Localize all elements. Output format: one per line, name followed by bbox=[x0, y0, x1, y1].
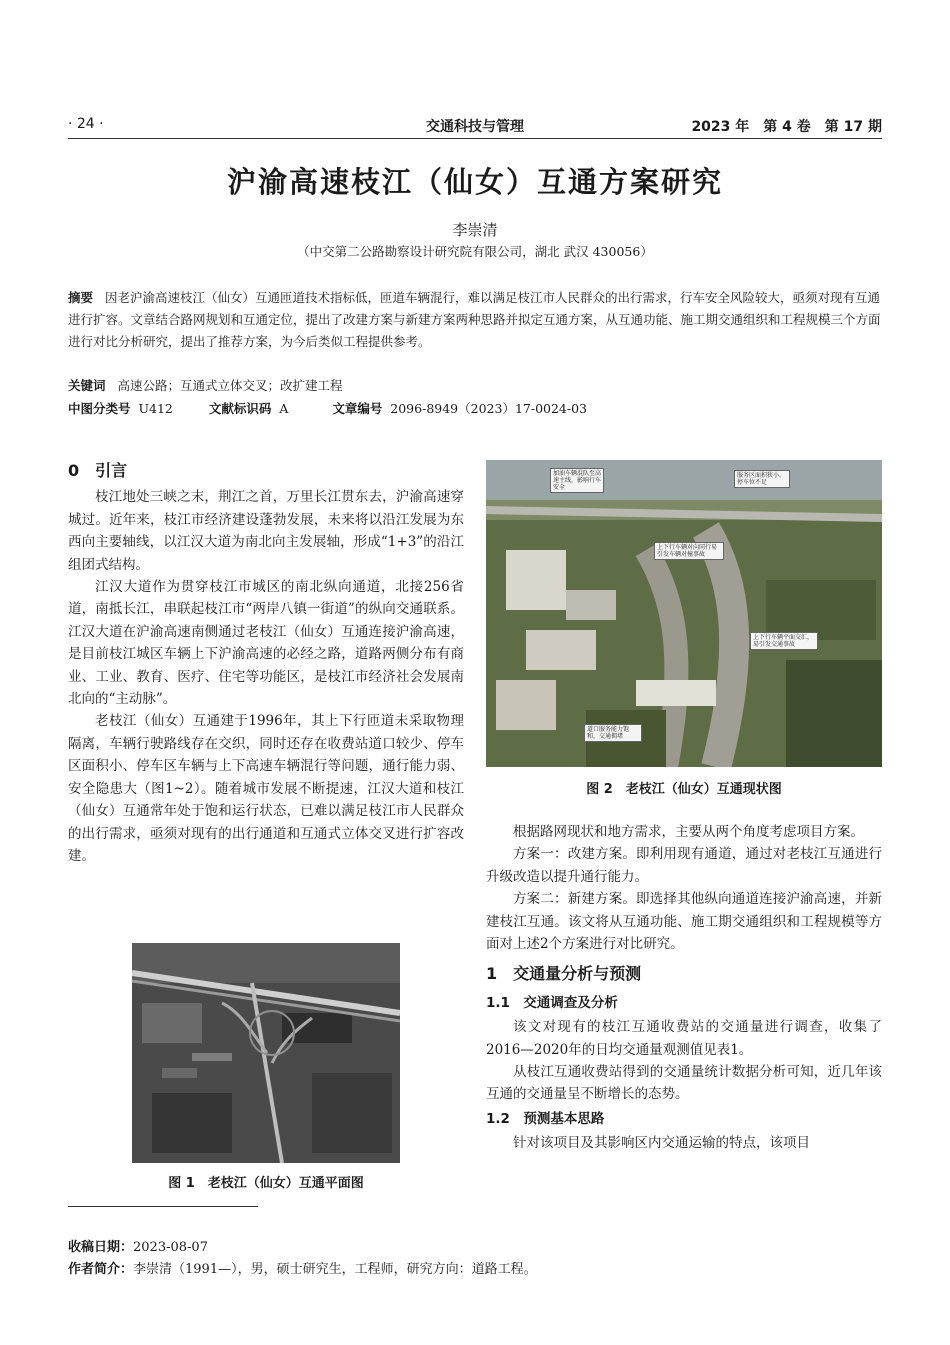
section-1-2-heading: 1.2 预测基本思路 bbox=[486, 1110, 605, 1127]
section-1-heading: 1 交通量分析与预测 bbox=[486, 964, 642, 984]
trend-paragraph: 从枝江互通收费站得到的交通量统计数据分析可知，近几年该互通的交通量呈不断增长的态势。 bbox=[486, 1064, 882, 1103]
clc-value: U412 bbox=[138, 401, 173, 416]
scheme-one: 方案一：改建方案。即利用现有通道，通过对老枝江互通进行升级改造以提升通行能力。 bbox=[486, 846, 882, 885]
clc-label: 中图分类号 bbox=[68, 401, 131, 416]
figure-2-caption: 图 2 老枝江（仙女）互通现状图 bbox=[586, 782, 782, 797]
fig2-label-4: 上下行车辆平面交汇，易引发交通事故 bbox=[750, 632, 818, 650]
journal-name: 交通科技与管理 bbox=[426, 119, 524, 135]
classification-line bbox=[68, 398, 882, 420]
right-column bbox=[486, 821, 882, 1155]
affiliation: （中交第二公路勘察设计研究院有限公司，湖北 武汉 430056） bbox=[297, 244, 653, 259]
aerial-photo-graphic bbox=[486, 460, 882, 767]
intro-paragraph-3: 老枝江（仙女）互通建于1996年，其上下行匝道未采取物理隔离，车辆行驶路线存在交织，同时还存在收费站道口较少、停车区面积小、停车区车辆与上下高速车辆混行等问题，通行能力弱、安全隐患大（图1~2）。随着城市发展不断提速，江汉大道和枝江（仙女）互通常年处于饱和运行状态，已难以满足枝江市人民群众的出行需求，亟须对现有的出行通道和互通式立体交叉进行扩容改建。 bbox=[68, 713, 464, 864]
doc-code-value: A bbox=[279, 401, 289, 416]
abstract bbox=[68, 287, 882, 353]
section-0-heading: 0 引言 bbox=[68, 461, 128, 480]
left-column bbox=[68, 460, 464, 867]
aerial-plan-graphic bbox=[132, 943, 400, 1163]
doc-code-label: 文献标识码 bbox=[208, 401, 272, 416]
issue-info: 2023 年 第 4 卷 第 17 期 bbox=[691, 119, 882, 135]
scheme-intro: 根据路网现状和地方需求，主要从两个角度考虑项目方案。 bbox=[513, 824, 864, 840]
paper-title: 沪渝高速枝江（仙女）互通方案研究 bbox=[226, 165, 723, 199]
bio-text: 李崇清（1991—），男，硕士研究生，工程师，研究方向：道路工程。 bbox=[133, 1262, 537, 1277]
page-number: · 24 · bbox=[68, 116, 104, 132]
author-bio bbox=[68, 1258, 537, 1277]
fig2-label-1: 加油车辆混队至高速主线，影响行车安全 bbox=[550, 468, 604, 493]
intro-paragraph-1: 枝江地处三峡之末，荆江之首，万里长江贯东去，沪渝高速穿城过。近年来，枝江市经济建设蓬勃发展，未来将以沿江发展为东西向主要轴线，以江汉大道为南北向主发展轴，形成“1+3”的沿江组团式结构。 bbox=[68, 489, 464, 573]
survey-paragraph: 该文对现有的枝江互通收费站的交通量进行调查，收集了2016—2020年的日均交通量观测值见表1。 bbox=[486, 1019, 882, 1058]
bio-label: 作者简介： bbox=[68, 1262, 134, 1277]
footnote-rule bbox=[68, 1206, 258, 1207]
scheme-two: 方案二：新建方案。即选择其他纵向通道连接沪渝高速，并新建枝江互通。该文将从互通功能、施工期交通组织和工程规模等方面对上述2个方案进行对比研究。 bbox=[486, 891, 882, 953]
keywords bbox=[68, 375, 882, 397]
keywords-text: 高速公路；互通式立体交叉；改扩建工程 bbox=[117, 378, 343, 393]
keywords-label: 关键词 bbox=[68, 378, 106, 393]
fig2-label-3: 上下行车辆对向同行易引发车辆对撞事故 bbox=[654, 542, 724, 560]
abstract-text: 因老沪渝高速枝江（仙女）互通匝道技术指标低，匝道车辆混行，难以满足枝江市人民群众的出行需求，行车安全风险较大，亟须对现有互通进行扩容。文章结合路网规划和互通定位，提出了改建方案与新建方案两种思路并拟定互通方案，从互通功能、施工期交通组织和工程规模三个方面进行对比分析研究，提出了推荐方案，为今后类似工程提供参考。 bbox=[68, 290, 881, 349]
received-value: 2023-08-07 bbox=[133, 1240, 208, 1255]
article-no-value: 2096-8949（2023）17-0024-03 bbox=[390, 401, 588, 416]
figure-2-image bbox=[486, 460, 882, 767]
figure-1-image bbox=[132, 943, 400, 1163]
fig2-label-5: 道口服务能力饱和，交通拥堵 bbox=[584, 724, 642, 742]
section-1-1-heading: 1.1 交通调查及分析 bbox=[486, 994, 618, 1011]
article-no-label: 文章编号 bbox=[332, 401, 383, 416]
forecast-paragraph: 针对该项目及其影响区内交通运输的特点，该项目 bbox=[513, 1135, 810, 1152]
fig2-label-2: 服务区面积狭小，停车位不足 bbox=[734, 470, 790, 488]
figure-1-caption: 图 1 老枝江（仙女）互通平面图 bbox=[168, 1176, 364, 1191]
header-rule bbox=[68, 138, 882, 139]
intro-paragraph-2: 江汉大道作为贯穿枝江市城区的南北纵向通道，北接256省道，南抵长江，串联起枝江市“两岸八镇一街道”的纵向交通联系。江汉大道在沪渝高速南侧通过老枝江（仙女）互通连接沪渝高速，是目前枝江城区车辆上下沪渝高速的必经之路，道路两侧分布有商业、工业、教育、医疗、住宅等功能区，是枝江市经济社会发展南北向的“主动脉”。 bbox=[68, 579, 464, 708]
author-name: 李崇清 bbox=[452, 221, 498, 239]
received-label: 收稿日期： bbox=[68, 1240, 134, 1255]
received-date bbox=[68, 1236, 208, 1255]
abstract-label: 摘要 bbox=[68, 290, 94, 305]
